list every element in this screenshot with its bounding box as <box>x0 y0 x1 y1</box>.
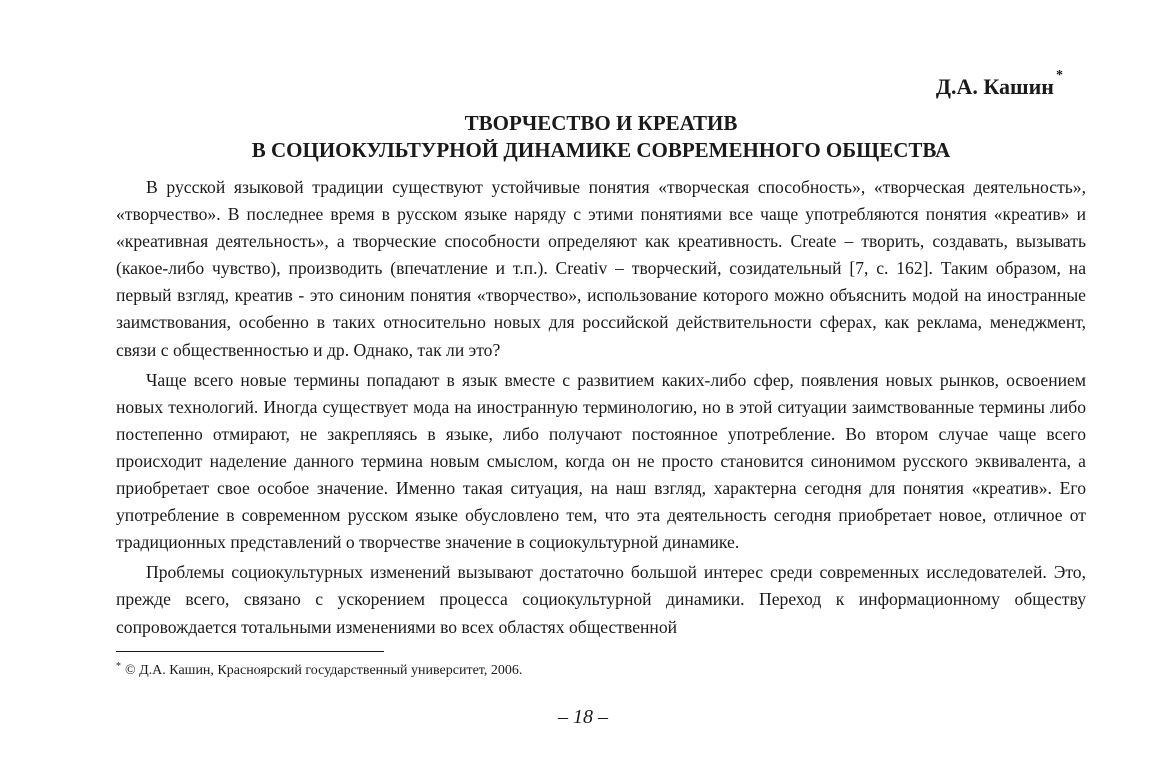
author-footnote-mark: * <box>1056 68 1063 83</box>
paragraph: Чаще всего новые термины попадают в язык вместе с развитием каких-либо сфер, появления новых рынков, освоением новых технологий. Иногда существует мода на иностранную терминологию, но в этой ситуации заимствованные термины либо постепенно отмирают, не закрепляясь в языке, либо получают постоянное употребление. Во втором случае чаще всего происходит наделение данного термина новым смыслом, когда он не просто становится синонимом русского эквивалента, а приобретает свое особое значение. Именно такая ситуация, на наш взгляд, характерна сегодня для понятия «креатив». Его употребление в современном русском языке обусловлено тем, что эта деятельность сегодня приобретает новое, отличное от традиционных представлений о творчестве значение в социокультурной динамике. <box>116 369 1086 553</box>
footnote <box>116 663 522 679</box>
paragraph: Проблемы социокультурных изменений вызывают достаточно большой интерес среди современных исследователей. Это, прежде всего, связано с ускорением процесса социокультурной динамики. Переход к информационному обществу сопровождается тотальными изменениями во всех областях общественной <box>116 562 1086 637</box>
footnote-divider <box>116 651 384 652</box>
article-body <box>116 174 1086 641</box>
article-title-line-1: ТВОРЧЕСТВО И КРЕАТИВ <box>464 111 738 135</box>
author-name-text: Д.А. Кашин <box>935 74 1054 99</box>
footnote-text: © Д.А. Кашин, Красноярский государственный университет, 2006. <box>125 663 523 678</box>
paragraph: В русской языковой традиции существуют устойчивые понятия «творческая способность», «творческая деятельность», «творчество». В последнее время в русском языке наряду с этими понятиями все чаще употребляются понятия «креатив» и «креативная деятельность», а творческие способности определяют как креативность. Create – творить, создавать, вызывать (какое-либо чувство), производить (впечатление и т.п.). Creativ – творческий, созидательный [7, с. 162]. Таким образом, на первый взгляд, креатив - это синоним понятия «творчество», использование которого можно объяснить модой на иностранные заимствования, особенно в таких относительно новых для российской действительности сферах, как реклама, менеджмент, связи с общественностью и др. Однако, так ли это? <box>116 177 1086 360</box>
page-number: – 18 – <box>558 706 608 728</box>
author-name <box>935 68 1063 100</box>
article-title <box>116 110 1086 164</box>
article-title-line-2: В СОЦИОКУЛЬТУРНОЙ ДИНАМИКЕ СОВРЕМЕННОГО ОБЩЕСТВА <box>251 138 951 162</box>
footnote-mark: * <box>116 661 121 672</box>
